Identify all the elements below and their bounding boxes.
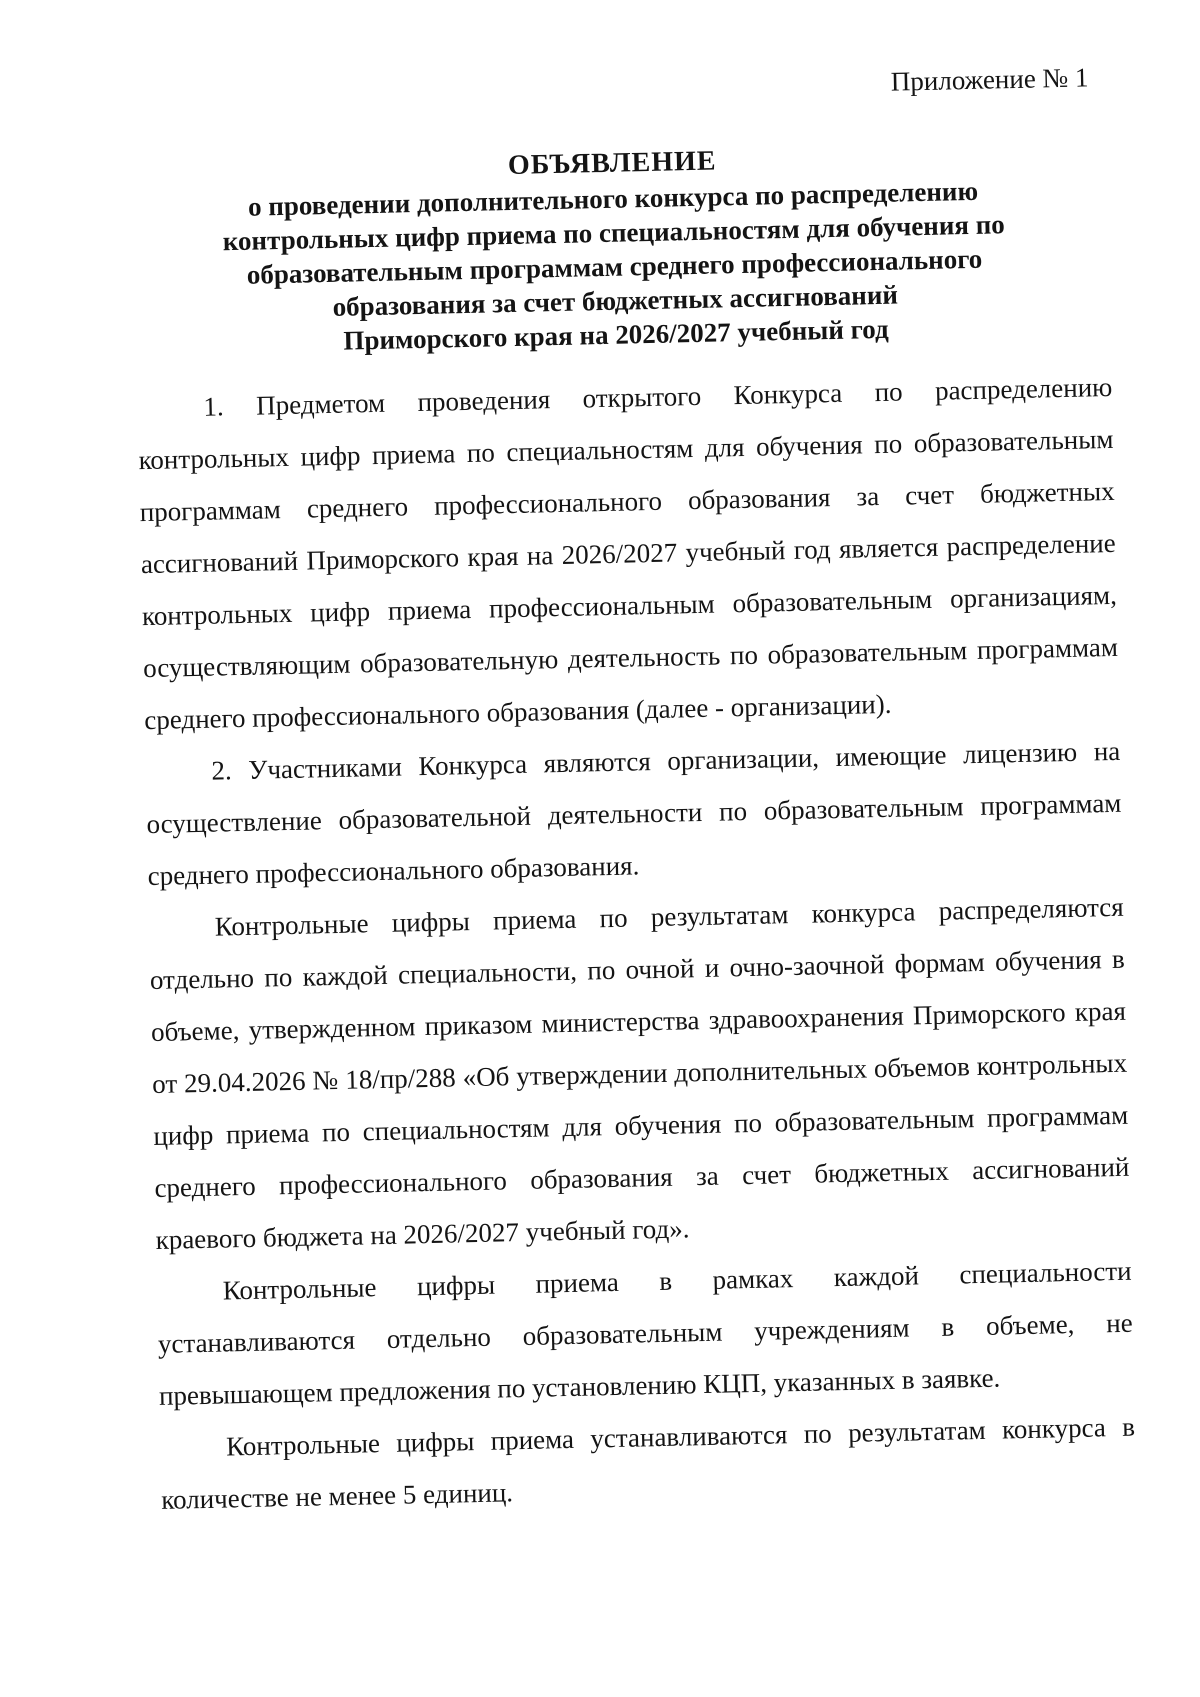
paragraph-2: 2. Участниками Конкурса являются организации, имеющие лицензию на осуществление образовательной деятельности по образовательным программам среднего профессионального образования. — [146, 735, 1122, 892]
subtitle-line: образования за счет бюджетных ассигнований — [332, 279, 899, 322]
paragraph-5: Контрольные цифры приема устанавливаются по результатам конкурса в количестве не менее 5 единиц. — [160, 1411, 1136, 1515]
paragraph-4: Контрольные цифры приема в рамках каждой специальности устанавливаются отдельно образовательным учреждениям в объеме, не превышающем предложения по установлению КЦП, указанных в заявке. — [157, 1255, 1133, 1411]
subtitle-line: Приморского края на 2026/2027 учебный год — [343, 313, 889, 356]
paragraph-1: 1. Предметом проведения открытого Конкурса по распределению контрольных цифр приема по специальностям для обучения по образовательным программам среднего профессионального образования за счет бюджетных ассигнований Приморского края на 2026/2027 учебный год является распределение контрольных цифр приема профессиональным образовательным организациям, осуществляющим образовательную деятельность по образовательным программам среднего профессионального образования (далее - организации). — [138, 371, 1119, 736]
appendix-label: Приложение № 1 — [890, 62, 1089, 97]
document-heading — [162, 136, 1066, 362]
subtitle-line: о проведении дополнительного конкурса по распределению — [247, 175, 979, 222]
subtitle-line: контрольных цифр приема по специальностям для обучения по — [222, 209, 1006, 257]
paragraph-3: Контрольные цифры приема по результатам конкурса распределяются отдельно по каждой специальности, по очной и очно-заочной формам обучения в объеме, утвержденном приказом министерства здравоохранения Приморского края от 29.04.2026 № 18/пр/288 «Об утверждении дополнительных объемов контрольных цифр приема по специальностям для обучения по образовательным программам среднего профессионального образования за счет бюджетных ассигнований краевого бюджета на 2026/2027 учебный год». — [149, 891, 1130, 1255]
document-body — [137, 361, 1137, 1526]
document-title: ОБЪЯВЛЕНИЕ — [507, 145, 717, 182]
subtitle-line: образовательным программам среднего профессионального — [246, 243, 983, 290]
